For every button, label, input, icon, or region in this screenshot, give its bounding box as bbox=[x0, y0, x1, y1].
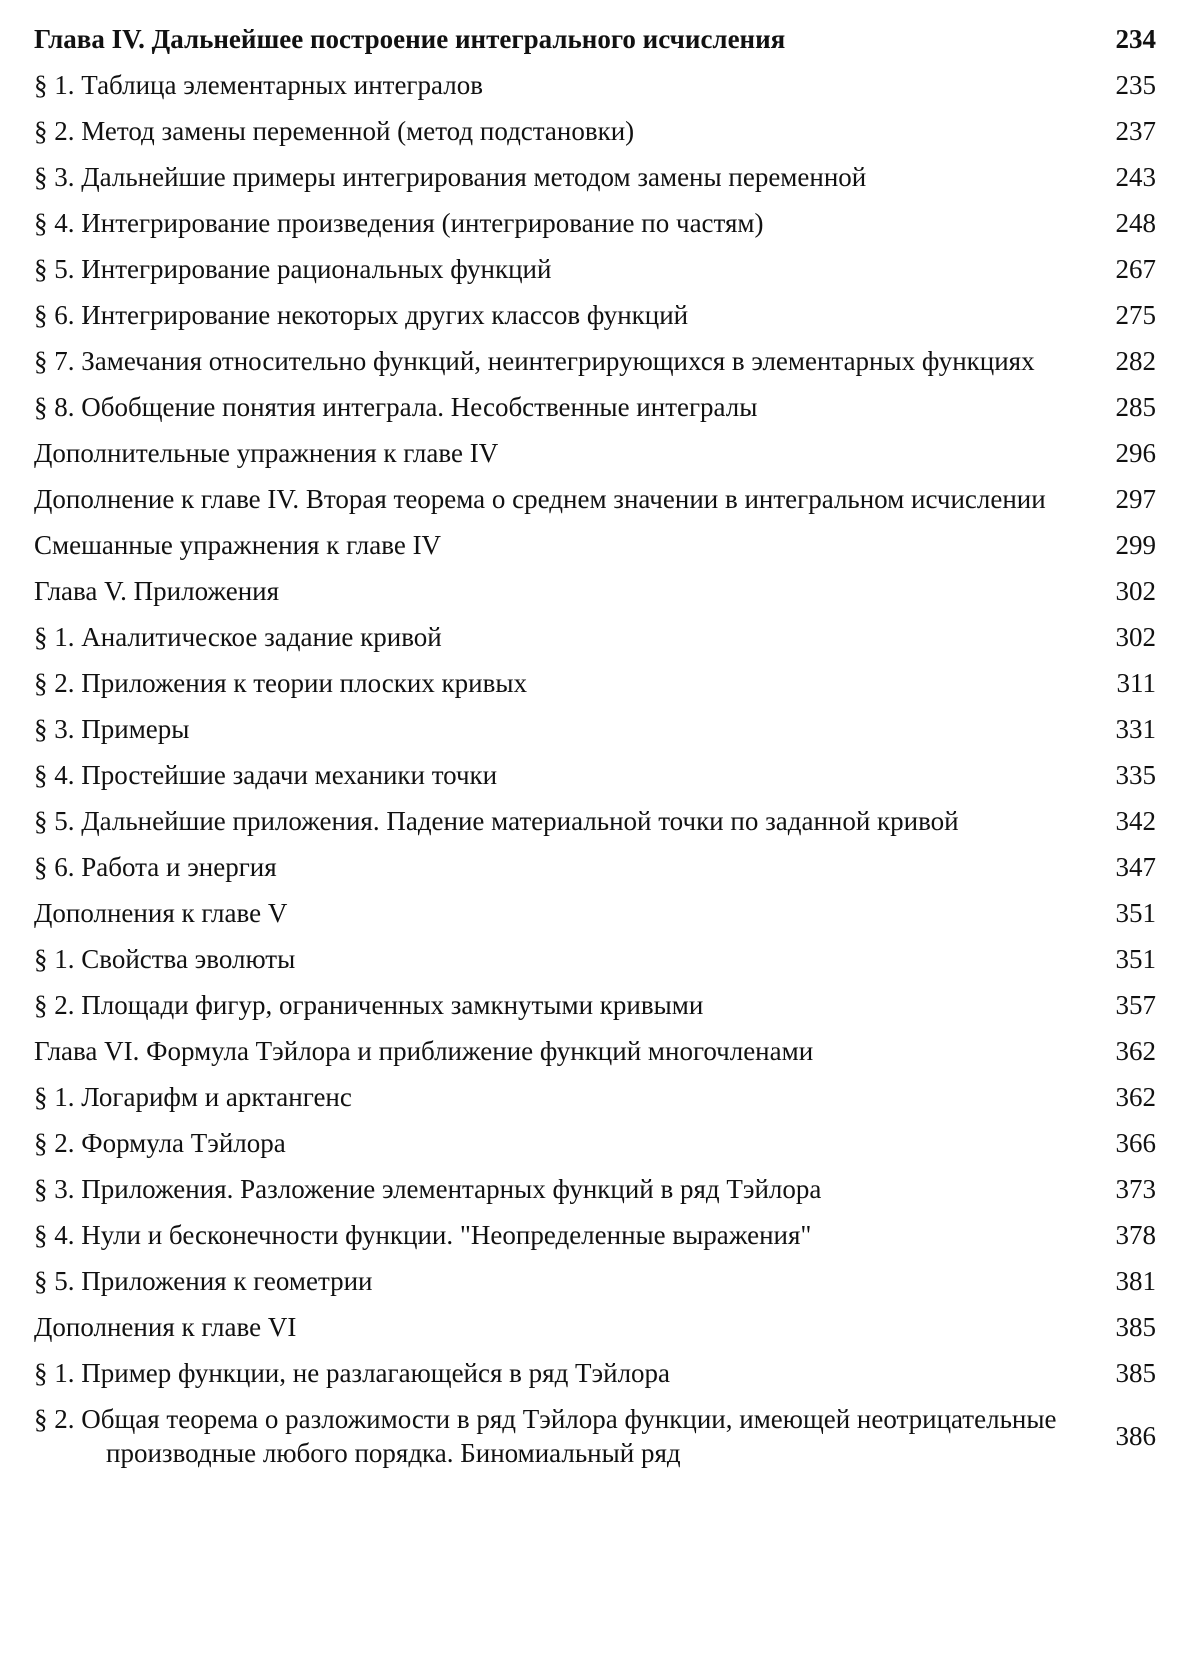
toc-entry-page-number: 378 bbox=[1115, 1220, 1156, 1250]
toc-entry-title: Смешанные упражнения к главе IV bbox=[34, 530, 442, 560]
toc-entry bbox=[34, 798, 1156, 844]
toc-entry-page-number: 331 bbox=[1115, 714, 1156, 744]
toc-entry-title: § 2. Общая теорема о разложимости в ряд Тэйлора функции, имеющей неотрицательные производные любого порядка. Биномиальный ряд bbox=[34, 1404, 1057, 1468]
toc-entry bbox=[34, 1212, 1156, 1258]
toc-entry-page-number: 311 bbox=[1116, 668, 1156, 698]
toc-entry-page-number: 385 bbox=[1115, 1358, 1156, 1388]
toc-entry-page-number: 235 bbox=[1115, 70, 1156, 100]
toc-entry-title: § 6. Работа и энергия bbox=[34, 852, 277, 882]
toc-entry-title: § 1. Таблица элементарных интегралов bbox=[34, 70, 483, 100]
toc-entry bbox=[34, 890, 1156, 936]
toc-entry-title: § 2. Метод замены переменной (метод подстановки) bbox=[34, 116, 635, 146]
toc-entry bbox=[34, 338, 1156, 384]
toc-entry-page-number: 299 bbox=[1115, 530, 1156, 560]
toc-entry bbox=[34, 1074, 1156, 1120]
toc-entry-title: § 2. Формула Тэйлора bbox=[34, 1128, 286, 1158]
toc-entry-page-number: 385 bbox=[1115, 1312, 1156, 1342]
toc-entry-page-number: 335 bbox=[1115, 760, 1156, 790]
toc-entry-title: Дополнительные упражнения к главе IV bbox=[34, 438, 499, 468]
toc-entry-page-number: 362 bbox=[1115, 1082, 1156, 1112]
toc-entry-title: Глава V. Приложения bbox=[34, 576, 280, 606]
toc-entry bbox=[34, 568, 1156, 614]
toc-entry bbox=[34, 430, 1156, 476]
toc-entry bbox=[34, 1304, 1156, 1350]
toc-entry-page-number: 248 bbox=[1115, 208, 1156, 238]
toc-entry-title: § 1. Пример функции, не разлагающейся в ряд Тэйлора bbox=[34, 1358, 671, 1388]
toc-entry bbox=[34, 1350, 1156, 1396]
toc-entry-page-number: 351 bbox=[1115, 898, 1156, 928]
toc-entry bbox=[34, 476, 1156, 522]
toc-entry-title: Дополнения к главе V bbox=[34, 898, 288, 928]
toc-entry bbox=[34, 292, 1156, 338]
toc-entry-page-number: 237 bbox=[1115, 116, 1156, 146]
toc-entry-title: Дополнение к главе IV. Вторая теорема о среднем значении в интегральном исчислении bbox=[34, 484, 1046, 514]
toc-entry-page-number: 243 bbox=[1115, 162, 1156, 192]
toc-entry-page-number: 282 bbox=[1115, 346, 1156, 376]
toc-entry bbox=[34, 1258, 1156, 1304]
toc-entry-title: § 5. Интегрирование рациональных функций bbox=[34, 254, 552, 284]
toc-entry-title: § 2. Приложения к теории плоских кривых bbox=[34, 668, 528, 698]
toc-entry-title: § 7. Замечания относительно функций, неинтегрирующихся в элементарных функциях bbox=[34, 346, 1035, 376]
toc-entry-title: § 3. Приложения. Разложение элементарных функций в ряд Тэйлора bbox=[34, 1174, 822, 1204]
toc-entry-title: § 5. Приложения к геометрии bbox=[34, 1266, 373, 1296]
toc-entry bbox=[34, 660, 1156, 706]
toc-entry-title: § 3. Дальнейшие примеры интегрирования методом замены переменной bbox=[34, 162, 867, 192]
toc-entry bbox=[34, 936, 1156, 982]
toc-entry-page-number: 351 bbox=[1115, 944, 1156, 974]
toc-entry-title: § 8. Обобщение понятия интеграла. Несобственные интегралы bbox=[34, 392, 758, 422]
toc-entry-page-number: 296 bbox=[1115, 438, 1156, 468]
toc-entry bbox=[34, 108, 1156, 154]
toc-entry-title: § 5. Дальнейшие приложения. Падение материальной точки по заданной кривой bbox=[34, 806, 959, 836]
toc-entry-title: § 4. Интегрирование произведения (интегрирование по частям) bbox=[34, 208, 764, 238]
toc-entry-page-number: 234 bbox=[1115, 24, 1156, 54]
toc-entry-title: § 4. Простейшие задачи механики точки bbox=[34, 760, 498, 790]
table-of-contents bbox=[34, 16, 1156, 1476]
toc-entry bbox=[34, 522, 1156, 568]
toc-entry bbox=[34, 844, 1156, 890]
toc-entry-page-number: 302 bbox=[1115, 622, 1156, 652]
toc-entry-page-number: 342 bbox=[1115, 806, 1156, 836]
toc-entry bbox=[34, 1396, 1156, 1476]
toc-entry bbox=[34, 200, 1156, 246]
toc-entry-page-number: 366 bbox=[1115, 1128, 1156, 1158]
toc-entry-page-number: 275 bbox=[1115, 300, 1156, 330]
toc-entry bbox=[34, 982, 1156, 1028]
toc-entry-title: Дополнения к главе VI bbox=[34, 1312, 297, 1342]
toc-entry-title: § 6. Интегрирование некоторых других классов функций bbox=[34, 300, 689, 330]
toc-entry-page-number: 302 bbox=[1115, 576, 1156, 606]
toc-entry-title: § 1. Свойства эволюты bbox=[34, 944, 296, 974]
toc-entry bbox=[34, 16, 1156, 62]
toc-entry bbox=[34, 384, 1156, 430]
toc-entry-page-number: 373 bbox=[1115, 1174, 1156, 1204]
toc-entry-page-number: 267 bbox=[1115, 254, 1156, 284]
toc-entry-page-number: 297 bbox=[1115, 484, 1156, 514]
toc-entry bbox=[34, 246, 1156, 292]
toc-entry-title: Глава VI. Формула Тэйлора и приближение функций многочленами bbox=[34, 1036, 814, 1066]
toc-entry-page-number: 362 bbox=[1115, 1036, 1156, 1066]
toc-entry-title: § 2. Площади фигур, ограниченных замкнутыми кривыми bbox=[34, 990, 704, 1020]
toc-entry-title: § 3. Примеры bbox=[34, 714, 190, 744]
toc-entry-page-number: 357 bbox=[1115, 990, 1156, 1020]
toc-entry-page-number: 285 bbox=[1115, 392, 1156, 422]
toc-entry-title: Глава IV. Дальнейшее построение интегрального исчисления bbox=[34, 24, 786, 54]
toc-entry bbox=[34, 1166, 1156, 1212]
toc-entry bbox=[34, 1120, 1156, 1166]
toc-entry bbox=[34, 614, 1156, 660]
toc-entry bbox=[34, 154, 1156, 200]
toc-entry-page-number: 381 bbox=[1115, 1266, 1156, 1296]
toc-entry bbox=[34, 1028, 1156, 1074]
toc-entry-page-number: 386 bbox=[1115, 1421, 1156, 1451]
toc-entry-title: § 1. Логарифм и арктангенс bbox=[34, 1082, 352, 1112]
toc-entry bbox=[34, 752, 1156, 798]
toc-entry-title: § 4. Нули и бесконечности функции. "Неопределенные выражения" bbox=[34, 1220, 812, 1250]
toc-entry-title: § 1. Аналитическое задание кривой bbox=[34, 622, 442, 652]
toc-entry bbox=[34, 706, 1156, 752]
toc-entry-page-number: 347 bbox=[1115, 852, 1156, 882]
toc-entry bbox=[34, 62, 1156, 108]
